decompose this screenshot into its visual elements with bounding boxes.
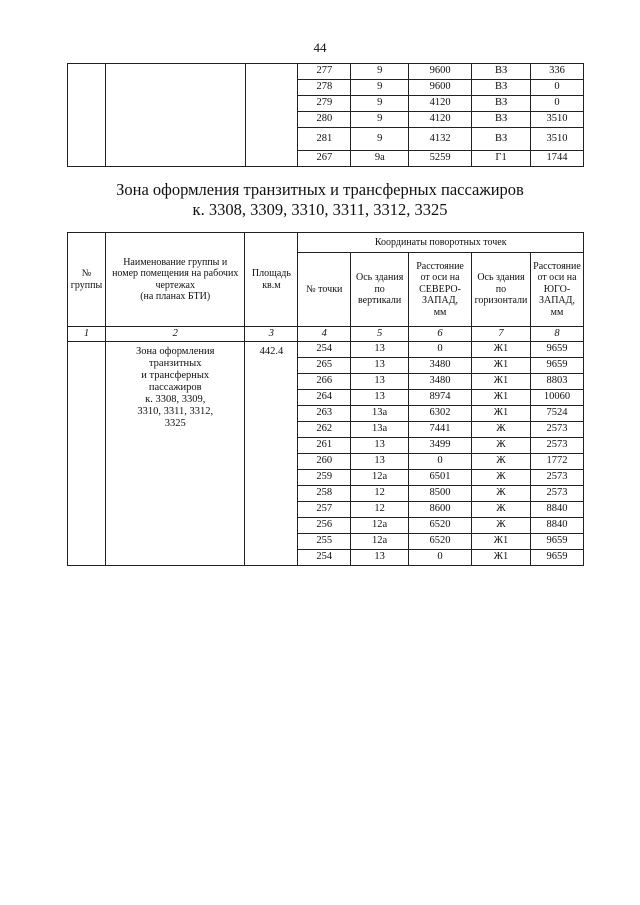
table-cell: 7524 bbox=[530, 406, 583, 422]
table-cell: 277 bbox=[298, 64, 351, 80]
table-cell: 0 bbox=[531, 96, 584, 112]
column-number: 1 bbox=[68, 327, 106, 342]
table-cell: 258 bbox=[298, 486, 351, 502]
table-cell: 13 bbox=[351, 390, 409, 406]
table-cell: 12а bbox=[351, 534, 409, 550]
table-row bbox=[68, 64, 584, 80]
table-cell: 12 bbox=[351, 486, 409, 502]
table-cell: Ж1 bbox=[472, 550, 531, 566]
table-cell: 8974 bbox=[409, 390, 472, 406]
table-cell: 12а bbox=[351, 518, 409, 534]
table-cell: 267 bbox=[298, 151, 351, 167]
table-cell: ВЗ bbox=[472, 96, 531, 112]
table-cell: 336 bbox=[531, 64, 584, 80]
table-cell: 262 bbox=[298, 422, 351, 438]
group-name-cell: Зона оформления транзитных и трансферных пассажиров к. 3308, 3309, 3310, 3311, 3312, 3325 bbox=[105, 342, 245, 566]
column-number: 7 bbox=[472, 327, 531, 342]
table-cell: 9 bbox=[351, 112, 409, 128]
table-cell: 0 bbox=[531, 80, 584, 96]
table-cell: 10060 bbox=[530, 390, 583, 406]
table-cell: 3499 bbox=[409, 438, 472, 454]
table-cell: 8500 bbox=[409, 486, 472, 502]
table-cell: 279 bbox=[298, 96, 351, 112]
table-cell: 254 bbox=[298, 550, 351, 566]
table-cell: 9 bbox=[351, 128, 409, 151]
table-cell: 13а bbox=[351, 406, 409, 422]
table-cell: 255 bbox=[298, 534, 351, 550]
table-cell: 9659 bbox=[530, 534, 583, 550]
table-cell: 8803 bbox=[530, 374, 583, 390]
table-cell: 5259 bbox=[409, 151, 472, 167]
column-number: 2 bbox=[105, 327, 245, 342]
table-cell: Ж1 bbox=[472, 390, 531, 406]
page-number: 44 bbox=[313, 40, 327, 55]
continuation-table bbox=[67, 63, 584, 167]
table-cell: 261 bbox=[298, 438, 351, 454]
coordinates-table bbox=[67, 232, 584, 566]
header-axis-horizontal: Ось здания по горизонтали bbox=[472, 253, 531, 327]
table-cell: 0 bbox=[409, 454, 472, 470]
table-cell: Ж bbox=[472, 438, 531, 454]
column-number: 5 bbox=[351, 327, 409, 342]
column-number: 4 bbox=[298, 327, 351, 342]
group-number-cell bbox=[68, 64, 106, 167]
table-cell: Ж bbox=[472, 422, 531, 438]
group-name-cell bbox=[105, 64, 245, 167]
table-cell: Ж1 bbox=[472, 534, 531, 550]
table-cell: 281 bbox=[298, 128, 351, 151]
table-cell: 260 bbox=[298, 454, 351, 470]
table-cell: 13 bbox=[351, 454, 409, 470]
group-number-cell bbox=[68, 342, 106, 566]
column-number: 8 bbox=[530, 327, 583, 342]
table-cell: Ж1 bbox=[472, 406, 531, 422]
table-cell: 6520 bbox=[409, 534, 472, 550]
header-group-number: № группы bbox=[68, 233, 106, 327]
table-cell: 256 bbox=[298, 518, 351, 534]
column-numbers-row bbox=[68, 327, 584, 342]
table-cell: 9600 bbox=[409, 64, 472, 80]
table-cell: Ж1 bbox=[472, 342, 531, 358]
table-cell: ВЗ bbox=[472, 128, 531, 151]
area-cell: 442.4 bbox=[245, 342, 298, 566]
table-cell: 13 bbox=[351, 358, 409, 374]
table-cell: 3510 bbox=[531, 128, 584, 151]
table-cell: 12а bbox=[351, 470, 409, 486]
table-cell: 7441 bbox=[409, 422, 472, 438]
table-cell: 2573 bbox=[530, 438, 583, 454]
table-cell: Ж bbox=[472, 470, 531, 486]
table-cell: 13а bbox=[351, 422, 409, 438]
table-cell: 2573 bbox=[530, 470, 583, 486]
table-cell: 1772 bbox=[530, 454, 583, 470]
table-cell: 254 bbox=[298, 342, 351, 358]
table-cell: 4120 bbox=[409, 112, 472, 128]
table-cell: 1744 bbox=[531, 151, 584, 167]
table-cell: Ж1 bbox=[472, 358, 531, 374]
table-cell: 6520 bbox=[409, 518, 472, 534]
header-coordinates: Координаты поворотных точек bbox=[298, 233, 584, 253]
table-cell: 2573 bbox=[530, 422, 583, 438]
table-cell: 9 bbox=[351, 96, 409, 112]
table-cell: 4120 bbox=[409, 96, 472, 112]
table-cell: Ж1 bbox=[472, 374, 531, 390]
table-cell: 259 bbox=[298, 470, 351, 486]
table-cell: 266 bbox=[298, 374, 351, 390]
table-cell: 9600 bbox=[409, 80, 472, 96]
table-cell: 3480 bbox=[409, 374, 472, 390]
table-cell: 13 bbox=[351, 342, 409, 358]
table-cell: ВЗ bbox=[472, 80, 531, 96]
table-cell: 263 bbox=[298, 406, 351, 422]
section-title-line-2: к. 3308, 3309, 3310, 3311, 3312, 3325 bbox=[192, 200, 448, 219]
table-cell: 3480 bbox=[409, 358, 472, 374]
header-area: Площадь кв.м bbox=[245, 233, 298, 327]
table-cell: Г1 bbox=[472, 151, 531, 167]
column-number: 6 bbox=[409, 327, 472, 342]
header-distance-south-west: Расстояние от оси на ЮГО- ЗАПАД, мм bbox=[530, 253, 583, 327]
header-point-number: № точки bbox=[298, 253, 351, 327]
table-cell: Ж bbox=[472, 454, 531, 470]
table-cell: 13 bbox=[351, 550, 409, 566]
header-axis-vertical: Ось здания по вертикали bbox=[351, 253, 409, 327]
table-cell: 278 bbox=[298, 80, 351, 96]
table-cell: 6302 bbox=[409, 406, 472, 422]
table-cell: 9 bbox=[351, 80, 409, 96]
table-cell: 9659 bbox=[530, 550, 583, 566]
table-cell: 2573 bbox=[530, 486, 583, 502]
table-cell: 3510 bbox=[531, 112, 584, 128]
table-cell: 13 bbox=[351, 374, 409, 390]
table-cell: 9 bbox=[351, 64, 409, 80]
table-cell: 280 bbox=[298, 112, 351, 128]
table-cell: Ж bbox=[472, 486, 531, 502]
table-cell: 0 bbox=[409, 550, 472, 566]
table-cell: ВЗ bbox=[472, 64, 531, 80]
table-cell: 0 bbox=[409, 342, 472, 358]
table-cell: 12 bbox=[351, 502, 409, 518]
table-cell: Ж bbox=[472, 502, 531, 518]
table-cell: 9а bbox=[351, 151, 409, 167]
table-cell: 8840 bbox=[530, 518, 583, 534]
table-row bbox=[68, 342, 584, 358]
table-cell: 8600 bbox=[409, 502, 472, 518]
table-cell: 13 bbox=[351, 438, 409, 454]
header-distance-north-west: Расстояние от оси на СЕВЕРО- ЗАПАД, мм bbox=[409, 253, 472, 327]
table-cell: ВЗ bbox=[472, 112, 531, 128]
table-cell: 257 bbox=[298, 502, 351, 518]
table-cell: 265 bbox=[298, 358, 351, 374]
table-cell: 264 bbox=[298, 390, 351, 406]
header-group-name: Наименование группы и номер помещения на рабочих чертежах (на планах БТИ) bbox=[105, 233, 245, 327]
table-cell: 4132 bbox=[409, 128, 472, 151]
table-cell: 9659 bbox=[530, 358, 583, 374]
table-cell: Ж bbox=[472, 518, 531, 534]
table-cell: 6501 bbox=[409, 470, 472, 486]
table-cell: 8840 bbox=[530, 502, 583, 518]
table-cell: 9659 bbox=[530, 342, 583, 358]
column-number: 3 bbox=[245, 327, 298, 342]
section-title-line-1: Зона оформления транзитных и трансферных пассажиров bbox=[116, 180, 524, 199]
area-cell bbox=[245, 64, 298, 167]
